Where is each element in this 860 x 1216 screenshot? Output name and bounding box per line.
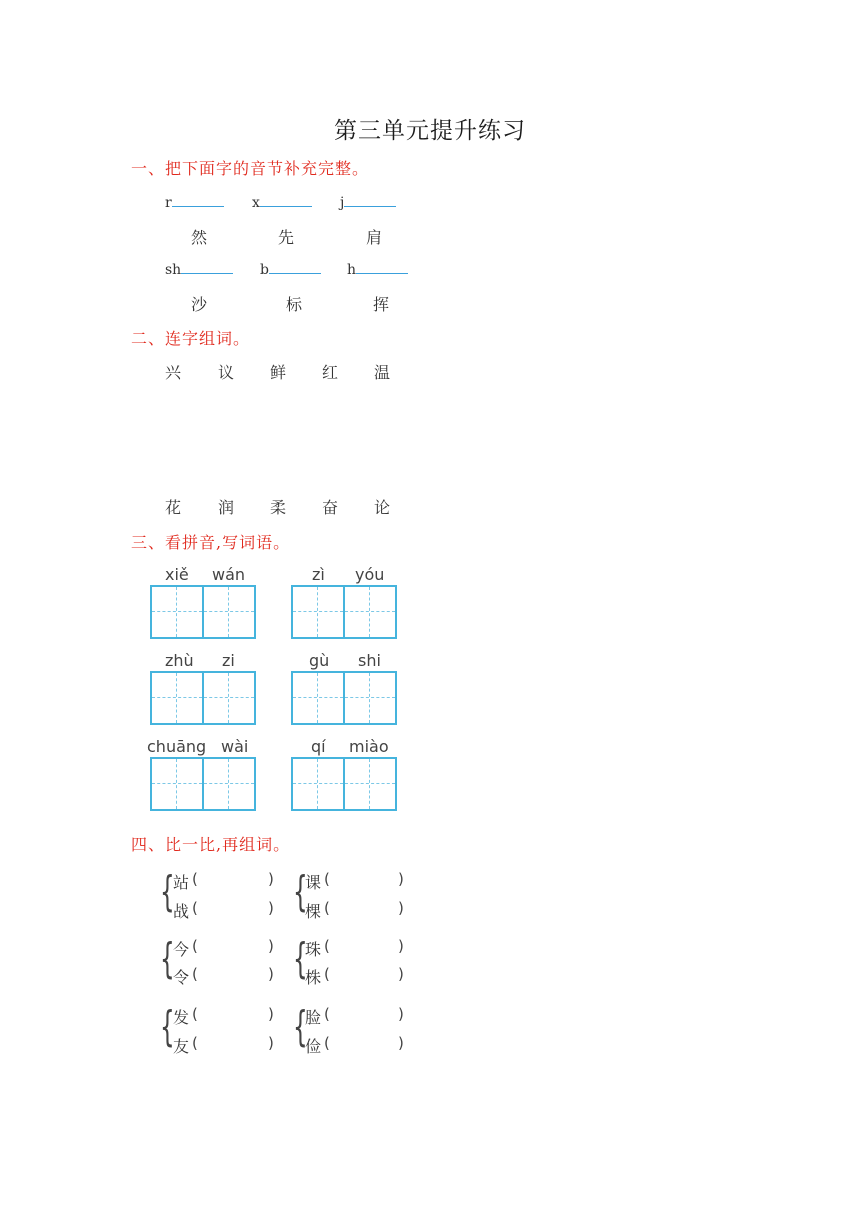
grid-cell[interactable] (202, 587, 254, 637)
writing-grid-3[interactable] (150, 671, 256, 725)
compare-char-zhu: 珠 (305, 940, 322, 959)
pinyin-miao: miào (349, 737, 389, 756)
answer-line[interactable] (269, 259, 321, 274)
grid-cell[interactable] (152, 587, 202, 637)
syllable-blank-5[interactable] (260, 259, 321, 278)
answer-line[interactable] (344, 192, 396, 207)
compare-char-zhan: 站 (173, 873, 190, 892)
paren-close: ) (268, 937, 274, 955)
answer-slot[interactable] (334, 935, 394, 957)
paren-close: ) (398, 1005, 404, 1023)
paren-open: ( (324, 937, 330, 955)
answer-slot[interactable] (202, 1003, 264, 1025)
paren-open: ( (192, 1034, 198, 1052)
compare-char-jian: 俭 (305, 1037, 322, 1056)
left-brace-icon: { (160, 1002, 175, 1051)
char-xian: 先 (278, 228, 295, 247)
section-2-heading: 二、连字组词。 (131, 329, 251, 348)
left-brace-icon: { (160, 867, 175, 916)
paren-close: ) (398, 937, 404, 955)
answer-slot[interactable] (334, 1032, 394, 1054)
grid-cell[interactable] (343, 759, 395, 809)
compare-char-ke: 课 (305, 873, 322, 892)
pinyin-qi: qí (311, 737, 326, 756)
grid-cell[interactable] (202, 673, 254, 723)
answer-slot[interactable] (334, 868, 394, 890)
section-1-heading: 一、把下面字的音节补充完整。 (131, 159, 370, 178)
grid-cell[interactable] (343, 673, 395, 723)
syllable-blank-2[interactable] (252, 192, 312, 211)
compare-char-lian: 脸 (305, 1008, 322, 1027)
compare-char-zhu2: 株 (305, 968, 322, 987)
pinyin-xie: xiě (165, 565, 189, 584)
grid-cell[interactable] (202, 759, 254, 809)
answer-slot[interactable] (202, 1032, 264, 1054)
paren-open: ( (324, 1005, 330, 1023)
paren-close: ) (268, 870, 274, 888)
char-sha: 沙 (191, 295, 208, 314)
paren-close: ) (268, 899, 274, 917)
match-bottom-5[interactable]: 论 (374, 498, 391, 517)
char-biao: 标 (286, 295, 303, 314)
page-title: 第三单元提升练习 (334, 118, 526, 144)
char-jian: 肩 (366, 228, 383, 247)
answer-slot[interactable] (202, 935, 264, 957)
paren-open: ( (192, 1005, 198, 1023)
match-bottom-1[interactable]: 花 (165, 498, 182, 517)
initial: b (260, 262, 269, 278)
match-top-4[interactable]: 红 (322, 363, 339, 382)
char-hui: 挥 (373, 295, 390, 314)
section-3-heading: 三、看拼音,写词语。 (131, 533, 291, 552)
left-brace-icon: { (293, 934, 308, 983)
pinyin-wai: wài (221, 737, 249, 756)
writing-grid-4[interactable] (291, 671, 397, 725)
compare-char-ling: 令 (173, 968, 190, 987)
paren-open: ( (192, 899, 198, 917)
char-ran: 然 (191, 228, 208, 247)
paren-open: ( (324, 965, 330, 983)
initial: j (340, 195, 345, 211)
grid-cell[interactable] (293, 673, 343, 723)
grid-cell[interactable] (152, 759, 202, 809)
match-bottom-3[interactable]: 柔 (270, 498, 287, 517)
match-bottom-2[interactable]: 润 (218, 498, 235, 517)
paren-close: ) (398, 870, 404, 888)
match-bottom-4[interactable]: 奋 (322, 498, 339, 517)
paren-close: ) (398, 1034, 404, 1052)
compare-char-zhan2: 战 (173, 902, 190, 921)
syllable-blank-6[interactable] (347, 259, 408, 278)
grid-cell[interactable] (343, 587, 395, 637)
match-top-1[interactable]: 兴 (165, 363, 182, 382)
paren-open: ( (324, 870, 330, 888)
writing-grid-5[interactable] (150, 757, 256, 811)
writing-grid-2[interactable] (291, 585, 397, 639)
answer-slot[interactable] (334, 1003, 394, 1025)
paren-open: ( (192, 870, 198, 888)
initial: r (165, 195, 172, 211)
answer-slot[interactable] (202, 963, 264, 985)
syllable-blank-4[interactable] (165, 259, 233, 278)
writing-grid-6[interactable] (291, 757, 397, 811)
match-top-5[interactable]: 温 (374, 363, 391, 382)
paren-open: ( (192, 937, 198, 955)
paren-close: ) (268, 1005, 274, 1023)
answer-line[interactable] (356, 259, 408, 274)
pinyin-zi: zì (312, 565, 325, 584)
pinyin-you: yóu (355, 565, 385, 584)
answer-line[interactable] (181, 259, 233, 274)
match-top-3[interactable]: 鲜 (270, 363, 287, 382)
initial: x (252, 195, 260, 211)
compare-char-jin: 今 (173, 940, 190, 959)
pinyin-chuang: chuāng (147, 737, 207, 756)
syllable-blank-1[interactable] (165, 192, 224, 211)
pinyin-zi2: zi (222, 651, 235, 670)
paren-close: ) (398, 965, 404, 983)
compare-char-you: 友 (173, 1037, 190, 1056)
answer-slot[interactable] (334, 963, 394, 985)
section-4-heading: 四、比一比,再组词。 (131, 835, 291, 854)
compare-char-fa: 发 (173, 1008, 190, 1027)
paren-open: ( (324, 1034, 330, 1052)
paren-close: ) (268, 1034, 274, 1052)
answer-line[interactable] (260, 192, 312, 207)
pinyin-zhu: zhù (165, 651, 194, 670)
match-top-2[interactable]: 议 (218, 363, 235, 382)
grid-cell[interactable] (293, 587, 343, 637)
paren-close: ) (268, 965, 274, 983)
writing-grid-1[interactable] (150, 585, 256, 639)
syllable-blank-3[interactable] (340, 192, 396, 211)
pinyin-shi: shi (358, 651, 381, 670)
pinyin-wan: wán (212, 565, 246, 584)
paren-close: ) (398, 899, 404, 917)
paren-open: ( (324, 899, 330, 917)
paren-open: ( (192, 965, 198, 983)
left-brace-icon: { (293, 1002, 308, 1051)
left-brace-icon: { (293, 867, 308, 916)
answer-slot[interactable] (202, 868, 264, 890)
initial: h (347, 262, 357, 278)
initial: sh (165, 262, 182, 278)
left-brace-icon: { (160, 934, 175, 983)
compare-char-ke2: 棵 (305, 902, 322, 921)
grid-cell[interactable] (293, 759, 343, 809)
grid-cell[interactable] (152, 673, 202, 723)
answer-slot[interactable] (334, 897, 394, 919)
answer-line[interactable] (172, 192, 224, 207)
pinyin-gu: gù (309, 651, 330, 670)
answer-slot[interactable] (202, 897, 264, 919)
